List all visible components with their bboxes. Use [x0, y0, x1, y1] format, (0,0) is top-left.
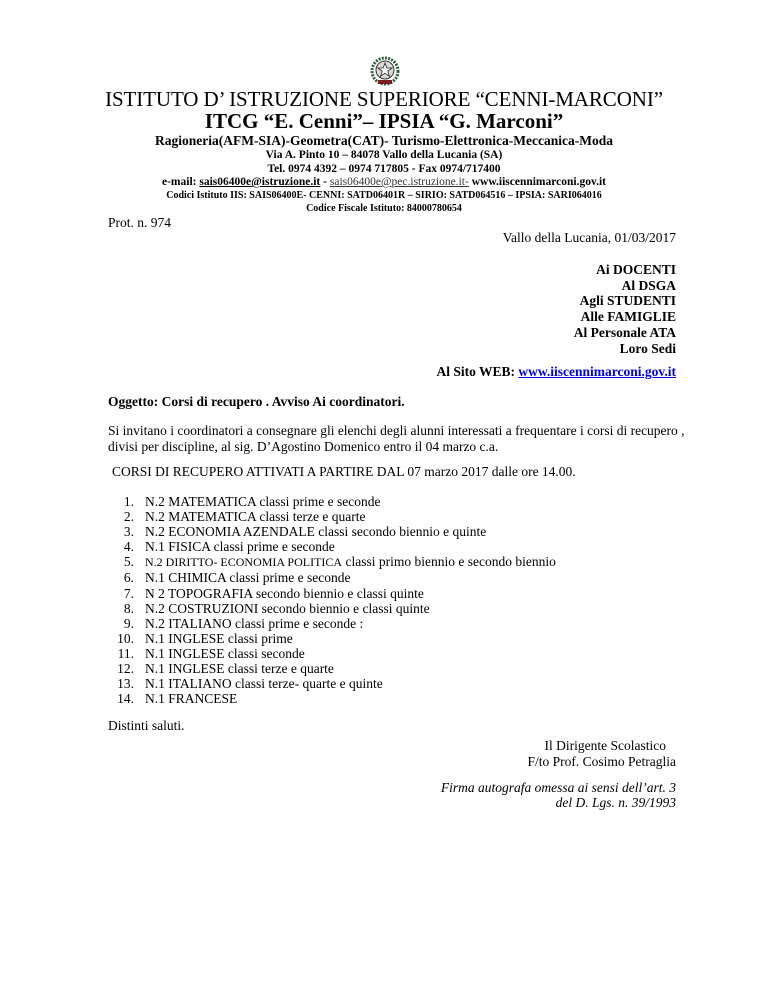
courses-heading: CORSI DI RECUPERO ATTIVATI A PARTIRE DAL 07 marzo 2017 dalle ore 14.00.	[112, 464, 576, 479]
list-item	[108, 691, 556, 706]
item-number: 12.	[117, 661, 134, 677]
list-item	[108, 631, 556, 646]
item-number: 6.	[123, 570, 134, 586]
list-item	[108, 539, 556, 554]
institute-codes: Codici Istituto IIS: SAIS06400E- CENNI: SATD06401R – SIRIO: SATD064516 – IPSIA: SARI064016	[166, 190, 602, 201]
item-number: 9.	[123, 615, 134, 631]
item-text: N.1 FRANCESE	[145, 691, 238, 707]
list-item	[108, 616, 556, 631]
fiscal-code: Codice Fiscale Istituto: 84000780654	[306, 203, 462, 214]
item-text: N.2 ECONOMIA AZENDALE classi secondo biennio e quinte	[145, 524, 487, 540]
courses-offered: Ragioneria(AFM-SIA)-Geometra(CAT)- Turismo-Elettronica-Meccanica-Moda	[154, 133, 614, 148]
item-text: N.1 FISICA classi prime e seconde	[145, 539, 335, 555]
item-text: N 2 TOPOGRAFIA secondo biennio e classi quinte	[145, 585, 424, 601]
recipient: Agli STUDENTI	[579, 293, 676, 309]
header-website: www.iiscennimarconi.gov.it	[468, 176, 606, 188]
list-item	[108, 509, 556, 524]
item-text: N.1 INGLESE classi terze e quarte	[145, 661, 334, 677]
item-text: N.1 INGLESE classi seconde	[145, 645, 305, 661]
signer-role: Il Dirigente Scolastico	[544, 738, 666, 753]
item-number: 13.	[117, 676, 134, 692]
recipient: Ai DOCENTI	[596, 262, 676, 277]
item-number: 4.	[123, 539, 134, 555]
list-item	[108, 646, 556, 661]
signature-note-line: del D. Lgs. n. 39/1993	[555, 795, 676, 810]
schools-name: ITCG “E. Cenni”– IPSIA “G. Marconi”	[204, 109, 564, 133]
item-number: 7.	[123, 585, 134, 601]
website-label: Al Sito WEB:	[436, 364, 519, 379]
place-date: Vallo della Lucania, 01/03/2017	[502, 230, 676, 245]
item-number: 14.	[117, 691, 134, 707]
signature-note-line: Firma autografa omessa ai sensi dell’art. 3	[440, 780, 676, 795]
item-number: 11.	[117, 645, 134, 661]
item-number: 8.	[123, 600, 134, 616]
item-number: 3.	[123, 524, 134, 540]
list-item	[108, 524, 556, 539]
signer-name: F/to Prof. Cosimo Petraglia	[527, 754, 676, 769]
list-item	[108, 570, 556, 585]
italian-republic-emblem-icon	[369, 55, 401, 87]
list-item	[108, 494, 556, 509]
item-text-small: N.2 DIRITTO- ECONOMIA POLITICA	[145, 555, 343, 570]
item-number: 10.	[117, 630, 134, 646]
signature-note	[441, 780, 676, 810]
website-line	[436, 364, 676, 380]
email-separator: -	[320, 176, 330, 188]
item-number: 5.	[123, 554, 134, 570]
address: Via A. Pinto 10 – 84078 Vallo della Lucania (SA)	[265, 149, 503, 161]
protocol-number: Prot. n. 974	[108, 215, 172, 230]
signature-block	[528, 738, 677, 770]
recipient: Alle FAMIGLIE	[580, 309, 676, 325]
institute-name: ISTITUTO D’ ISTRUZIONE SUPERIORE “CENNI-MARCONI”	[105, 87, 663, 111]
list-item	[108, 554, 556, 570]
item-text: classi primo biennio e secondo biennio	[342, 554, 556, 570]
item-number: 1.	[123, 494, 134, 509]
recipients-block	[574, 262, 676, 356]
list-item	[108, 676, 556, 691]
item-text: N.2 MATEMATICA classi terze e quarte	[145, 509, 366, 525]
contact-line	[0, 176, 768, 188]
list-item	[108, 661, 556, 676]
item-text: N.1 ITALIANO classi terze- quarte e quinte	[145, 676, 383, 692]
subject-line: Oggetto: Corsi di recupero . Avviso Ai coordinatori.	[108, 394, 405, 409]
item-number: 2.	[123, 509, 134, 525]
body-paragraph: Si invitano i coordinatori a consegnare gli elenchi degli alunni interessati a frequentare i corsi di recupero , divisi per discipline, al sig. D’Agostino Domenico entro il 04 marzo c.a.	[108, 423, 685, 454]
item-text: N.1 INGLESE classi prime	[145, 630, 293, 646]
item-text: N.1 CHIMICA classi prime e seconde	[145, 570, 351, 586]
item-text: N.2 ITALIANO classi prime e seconde :	[145, 615, 364, 631]
pec-email-link[interactable]: sais06400e@pec.istruzione.it-	[329, 176, 469, 188]
recipient: Al DSGA	[621, 277, 676, 293]
list-item	[108, 586, 556, 601]
list-item	[108, 601, 556, 616]
email-link[interactable]: sais06400e@istruzione.it	[199, 176, 321, 188]
phone-fax: Tel. 0974 4392 – 0974 717805 - Fax 0974/717400	[267, 163, 501, 175]
item-text: N.2 COSTRUZIONI secondo biennio e classi quinte	[145, 600, 430, 616]
course-list	[108, 494, 556, 706]
email-label: e-mail:	[162, 176, 200, 188]
item-text: N.2 MATEMATICA classi prime e seconde	[145, 494, 381, 509]
closing-greeting: Distinti saluti.	[108, 718, 185, 733]
recipient: Loro Sedi	[619, 340, 676, 356]
website-link[interactable]: www.iiscennimarconi.gov.it	[518, 364, 676, 379]
recipient: Al Personale ATA	[573, 324, 676, 340]
